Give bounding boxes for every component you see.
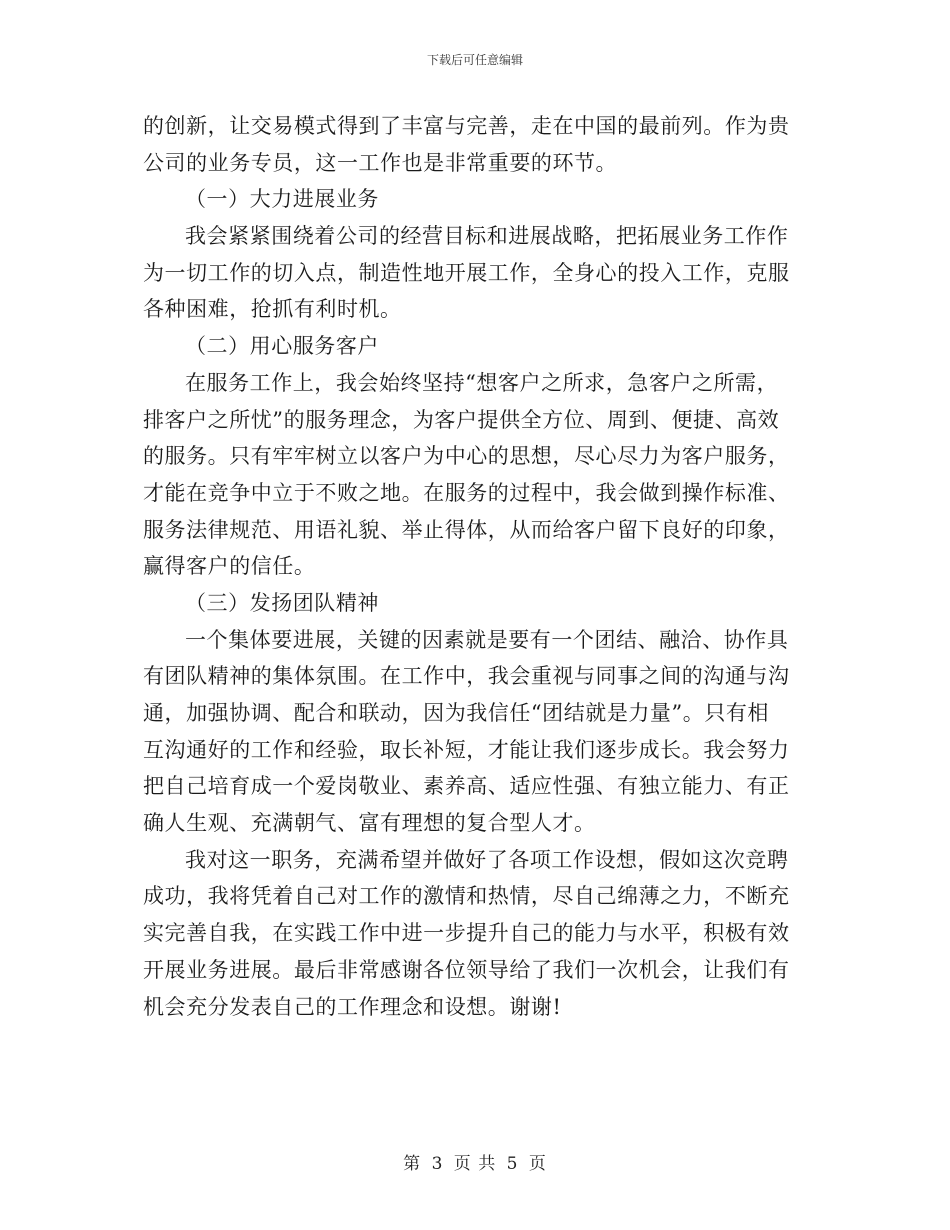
paragraph-line: 互沟通好的工作和经验，取长补短，才能让我们逐步成长。我会努力: [143, 737, 790, 762]
paragraph-line: 实完善自我，在实践工作中进一步提升自己的能力与水平，积极有效: [143, 921, 790, 946]
paragraph-line: 才能在竞争中立于不败之地。在服务的过程中，我会做到操作标准、: [143, 480, 790, 505]
paragraph-line: 一个集体要进展，关键的因素就是要有一个团结、融洽、协作具: [185, 627, 789, 652]
paragraph-line: 排客户之所忧”的服务理念，为客户提供全方位、周到、便捷、高效: [143, 407, 780, 432]
page-number-footer: [0, 1153, 950, 1175]
paragraph-line: 各种困难，抢抓有利时机。: [143, 297, 402, 322]
paragraph-line: 为一切工作的切入点，制造性地开展工作，全身心的投入工作，克服: [143, 260, 790, 285]
paragraph-line: 我会紧紧围绕着公司的经营目标和进展战略，把拓展业务工作作: [185, 224, 789, 249]
paragraph-line: 通，加强协调、配合和联动，因为我信任“团结就是力量”。只有相: [143, 701, 769, 725]
paragraph-line: 机会充分发表自己的工作理念和设想。谢谢!: [143, 994, 562, 1019]
footer-prefix: 第: [403, 1154, 422, 1174]
footer-suffix: 页: [528, 1154, 547, 1174]
document-body: [143, 108, 805, 1025]
paragraph-line: 成功，我将凭着自己对工作的激情和热情，尽自己绵薄之力，不断充: [143, 884, 790, 909]
paragraph-line: 开展业务进展。最后非常感谢各位领导给了我们一次机会，让我们有: [143, 957, 790, 982]
paragraph-line: 的创新，让交易模式得到了丰富与完善，走在中国的最前列。作为贵: [143, 114, 790, 138]
paragraph-line: 赢得客户的信任。: [143, 554, 316, 579]
current-page-number: 3: [431, 1154, 444, 1174]
page-header: 下载后可任意编辑: [426, 53, 523, 67]
paragraph-line: 确人生观、充满朝气、富有理想的复合型人才。: [143, 811, 596, 836]
paragraph-line: 服务法律规范、用语礼貌、举止得体，从而给客户留下良好的印象，: [143, 517, 790, 542]
paragraph-line: 在服务工作上，我会始终坚持“想客户之所求，急客户之所需，: [185, 370, 779, 395]
paragraph-line: 我对这一职务，充满希望并做好了各项工作设想，假如这次竞聘: [185, 847, 789, 872]
paragraph-line: 的服务。只有牢牢树立以客户为中心的思想，尽心尽力为客户服务，: [143, 444, 790, 469]
paragraph-line: 有团队精神的集体氛围。在工作中，我会重视与同事之间的沟通与沟: [143, 664, 790, 689]
paragraph-line: 公司的业务专员，这一工作也是非常重要的环节。: [143, 150, 618, 175]
section-heading: （三）发扬团队精神: [185, 590, 379, 615]
section-heading: （二）用心服务客户: [185, 334, 379, 359]
paragraph-line: 把自己培育成一个爱岗敬业、素养高、适应性强、有独立能力、有正: [143, 774, 790, 799]
total-page-count: 5: [506, 1154, 519, 1174]
section-heading: （一）大力进展业务: [185, 187, 379, 212]
footer-middle: 页 共: [453, 1154, 497, 1174]
